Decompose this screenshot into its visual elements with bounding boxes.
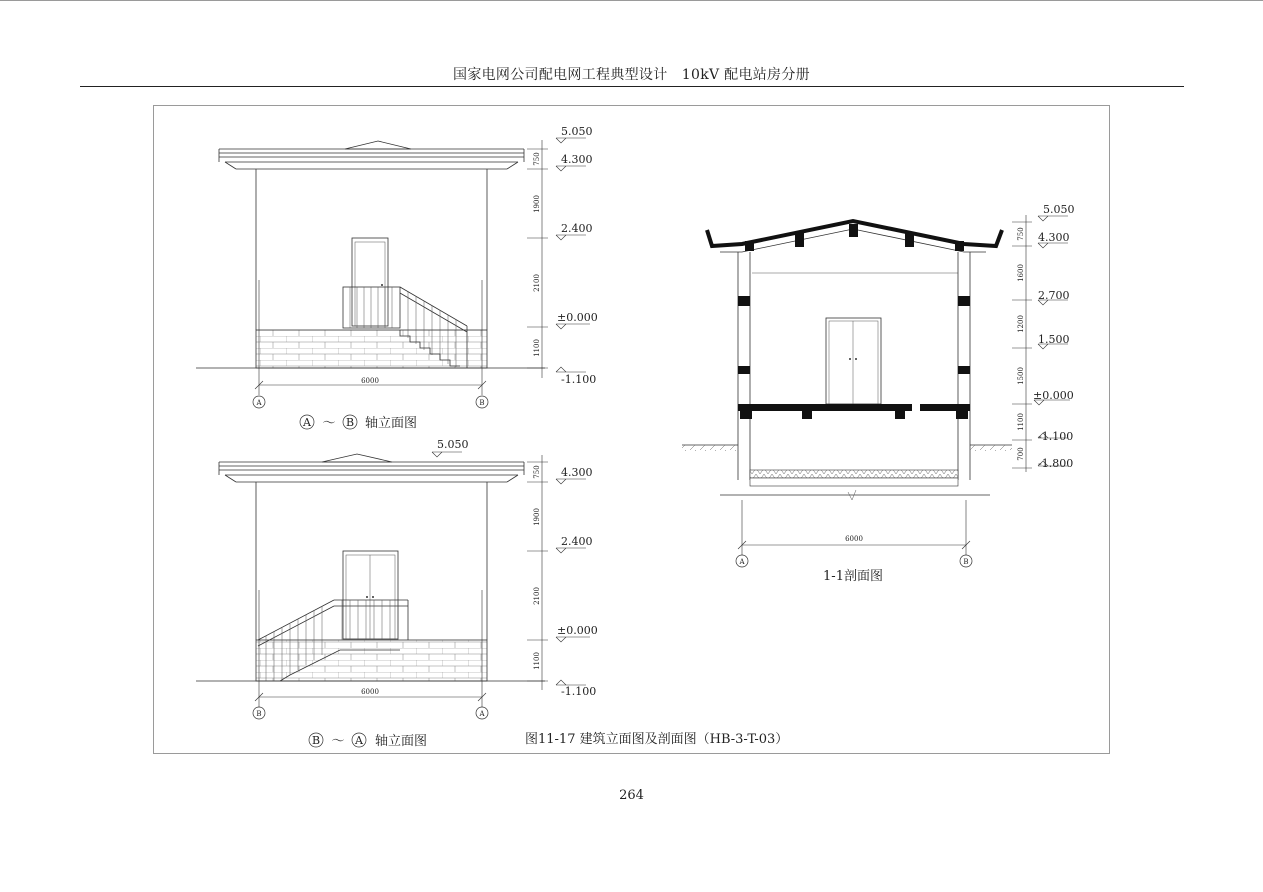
svg-text:±0.000: ±0.000: [557, 311, 598, 324]
wall-left-section: [738, 252, 750, 480]
axis-a-marker: [253, 396, 265, 408]
svg-text:-1.100: -1.100: [561, 373, 597, 386]
figure-caption: 图11-17 建筑立面图及剖面图（HB-3-T-03）: [525, 732, 789, 747]
svg-text:～: ～: [331, 734, 345, 749]
svg-text:A: A: [303, 416, 311, 429]
svg-text:B: B: [963, 558, 969, 566]
svg-text:2.700: 2.700: [1038, 289, 1070, 302]
svg-text:5.050: 5.050: [437, 438, 469, 451]
svg-text:轴立面图: 轴立面图: [365, 416, 418, 431]
svg-text:2.400: 2.400: [561, 535, 593, 548]
svg-text:-1.100: -1.100: [561, 685, 597, 698]
svg-text:1100: 1100: [533, 652, 541, 670]
svg-text:750: 750: [533, 152, 541, 166]
elevation-b-a: [196, 438, 598, 749]
svg-text:-1.800: -1.800: [1038, 457, 1074, 470]
svg-text:B: B: [256, 710, 262, 718]
page-number: 264: [619, 788, 644, 803]
vertical-dimension-chain: [527, 140, 548, 378]
section-door: [826, 318, 881, 404]
width-dimension: [738, 500, 970, 555]
svg-text:1500: 1500: [1017, 367, 1025, 385]
dim-width: 6000: [361, 688, 379, 696]
svg-text:2100: 2100: [533, 274, 541, 292]
svg-text:-1.100: -1.100: [1038, 430, 1074, 443]
svg-text:A: A: [355, 734, 363, 747]
svg-text:±0.000: ±0.000: [557, 624, 598, 637]
axis-b-marker: [476, 396, 488, 408]
wall-right-section: [958, 252, 970, 480]
svg-text:1.500: 1.500: [1038, 333, 1070, 346]
roof-cornice: [219, 141, 524, 169]
svg-text:B: B: [479, 399, 485, 407]
svg-text:B: B: [311, 734, 321, 747]
floor-slab: [738, 404, 970, 419]
vertical-dimension-chain: [527, 455, 548, 690]
svg-text:A: A: [479, 710, 485, 718]
svg-text:1100: 1100: [1017, 413, 1025, 431]
svg-text:2.400: 2.400: [561, 222, 593, 235]
plinth-wall: [256, 330, 487, 368]
svg-text:5.050: 5.050: [1043, 203, 1075, 216]
svg-text:1900: 1900: [533, 508, 541, 526]
svg-text:轴立面图: 轴立面图: [375, 734, 428, 749]
svg-text:750: 750: [1017, 227, 1025, 241]
axis-a-marker: [476, 707, 488, 719]
svg-text:±0.000: ±0.000: [1033, 389, 1074, 402]
svg-text:4.300: 4.300: [1038, 231, 1070, 244]
svg-text:1100: 1100: [533, 339, 541, 357]
elevation-a-b: [196, 125, 598, 431]
running-header: 国家电网公司配电网工程典型设计 10kV 配电站房分册: [453, 67, 810, 83]
door: [352, 238, 388, 326]
svg-text:A: A: [739, 558, 745, 566]
axis-a-marker: [736, 555, 748, 567]
svg-text:A: A: [256, 399, 262, 407]
ground-and-foundation: [682, 445, 1012, 500]
svg-text:4.300: 4.300: [561, 466, 593, 479]
svg-text:2100: 2100: [533, 587, 541, 605]
elevation-markers: [556, 125, 598, 386]
elevation-b-a-title: [309, 733, 427, 749]
svg-text:1600: 1600: [1017, 264, 1025, 282]
roof-cornice: [219, 454, 524, 482]
section-title: 1-1剖面图: [823, 569, 883, 584]
svg-text:750: 750: [533, 465, 541, 479]
section-1-1: [682, 203, 1075, 584]
svg-text:4.300: 4.300: [561, 153, 593, 166]
axis-b-marker: [960, 555, 972, 567]
svg-text:～: ～: [322, 416, 336, 431]
svg-text:B: B: [345, 416, 355, 429]
vertical-dimension-chain: [1012, 215, 1032, 472]
axis-b-marker: [253, 707, 265, 719]
elevation-markers: [1033, 203, 1075, 470]
svg-text:1200: 1200: [1017, 315, 1025, 333]
elevation-a-b-title: [300, 415, 417, 431]
svg-text:5.050: 5.050: [561, 125, 593, 138]
svg-text:1900: 1900: [533, 195, 541, 213]
dim-width: 6000: [361, 377, 379, 385]
svg-text:700: 700: [1017, 447, 1025, 461]
dim-width: 6000: [845, 535, 863, 543]
